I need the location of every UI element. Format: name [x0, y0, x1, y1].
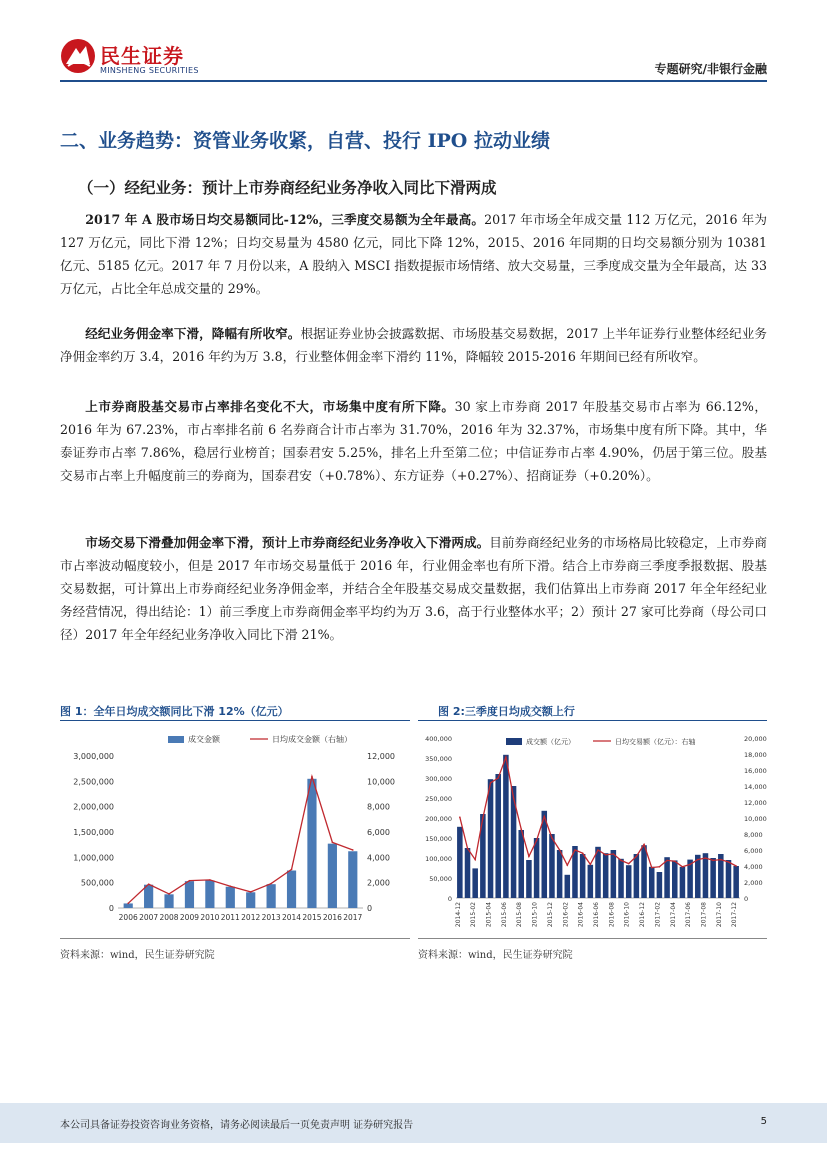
y-right-tick-label: 18,000 — [744, 751, 767, 759]
line-point-2015-01 — [467, 848, 469, 850]
line-point-2015-06 — [505, 756, 507, 758]
line-point-2015-03 — [482, 817, 484, 819]
x-tick-label: 2016-04 — [577, 902, 585, 928]
bar-2015-10 — [534, 838, 540, 898]
figure-2-title: 图 2:三季度日均成交额上行 — [438, 705, 575, 718]
y-right-tick-label: 2,000 — [744, 879, 763, 887]
y-left-tick-label: 1,000,000 — [73, 853, 114, 863]
line-point-2016-08 — [613, 853, 615, 855]
paragraph-1-lead: 2017 年 A 股市场日均交易额同比-12%，三季度交易额为全年最高。 — [85, 212, 485, 227]
figure-1-top-rule — [60, 720, 410, 721]
legend-bar-label: 成交金额 — [188, 735, 220, 744]
legend-line-label: 日均交易额（亿元）：右轴 — [615, 738, 696, 746]
bar-2017-04 — [672, 860, 678, 898]
bar-2016 — [328, 844, 337, 908]
line-point-2017-09 — [712, 860, 714, 862]
x-tick-label: 2008 — [159, 913, 179, 922]
line-point-2016 — [332, 842, 334, 844]
line-point-2015 — [311, 776, 313, 778]
bar-2007 — [144, 885, 153, 908]
bar-2017-09 — [710, 858, 716, 898]
bar-2017 — [348, 851, 357, 908]
bar-2017-11 — [726, 860, 732, 898]
x-tick-label: 2017-02 — [654, 902, 662, 928]
line-point-2012 — [250, 891, 252, 893]
y-left-tick-label: 0 — [447, 895, 452, 903]
line-point-2017-11 — [728, 861, 730, 863]
x-tick-label: 2007 — [139, 913, 159, 922]
line-point-2015-11 — [543, 816, 545, 818]
x-tick-label: 2015-02 — [470, 902, 478, 928]
legend-bar-swatch — [168, 736, 184, 743]
line-point-2017-02 — [659, 866, 661, 868]
x-tick-label: 2015-10 — [531, 902, 539, 928]
y-left-tick-label: 3,000,000 — [73, 752, 114, 761]
line-point-2016-10 — [628, 863, 630, 865]
y-right-tick-label: 12,000 — [744, 799, 767, 807]
bar-2015-07 — [511, 786, 517, 898]
x-tick-label: 2017-12 — [731, 902, 739, 928]
x-tick-label: 2016 — [322, 913, 342, 922]
figure-2-bottom-rule — [418, 938, 767, 939]
y-right-tick-label: 12,000 — [367, 752, 395, 761]
bar-2011 — [226, 887, 235, 908]
figure-1-title: 图 1：全年日均成交额同比下滑 12%（亿元） — [60, 705, 289, 718]
line-point-2017-06 — [689, 864, 691, 866]
bar-2017-05 — [680, 867, 686, 898]
legend-bar-label: 成交额（亿元） — [526, 738, 575, 746]
bar-2016-08 — [611, 850, 617, 898]
line-point-2016-11 — [636, 856, 638, 858]
x-tick-label: 2017-06 — [685, 902, 693, 928]
logo-english-text: MINSHENG SECURITIES — [100, 66, 199, 75]
figure-2-top-rule — [418, 720, 767, 721]
bar-2015-06 — [503, 755, 509, 898]
bar-2016-12 — [641, 845, 647, 898]
bar-2016-05 — [588, 865, 594, 898]
bar-2006 — [124, 903, 133, 908]
figure-1-source: 资料来源：wind，民生证券研究院 — [60, 950, 215, 961]
line-point-2017-01 — [651, 867, 653, 869]
y-left-tick-label: 0 — [108, 904, 114, 913]
y-left-tick-label: 1,500,000 — [73, 828, 114, 837]
bar-2015-12 — [549, 834, 555, 898]
bar-2014-12 — [457, 827, 463, 898]
x-tick-label: 2014 — [281, 913, 302, 922]
line-point-2015-02 — [474, 859, 476, 861]
line-point-2008 — [168, 893, 170, 895]
y-left-tick-label: 350,000 — [425, 755, 452, 763]
line-point-2010 — [209, 879, 211, 881]
y-left-tick-label: 100,000 — [425, 855, 452, 863]
line-point-2017-07 — [697, 859, 699, 861]
y-left-tick-label: 150,000 — [425, 835, 452, 843]
x-tick-label: 2009 — [179, 913, 200, 922]
header-divider — [60, 80, 767, 82]
bar-2017-01 — [649, 867, 655, 898]
bar-2016-11 — [634, 854, 640, 898]
x-tick-label: 2015-12 — [546, 902, 554, 928]
y-right-tick-label: 14,000 — [744, 783, 767, 791]
x-tick-label: 2016-06 — [593, 902, 600, 928]
footer-disclaimer: 本公司具备证券投资咨询业务资格，请务必阅读最后一页免责声明 证券研究报告 — [60, 1120, 414, 1131]
figure-2-chart — [418, 724, 767, 934]
figure-1-bottom-rule — [60, 938, 410, 939]
paragraph-4 — [60, 531, 767, 646]
bar-2015 — [307, 779, 316, 908]
x-tick-label: 2015 — [302, 913, 322, 922]
bar-2015-08 — [518, 830, 524, 898]
bar-2017-12 — [733, 866, 739, 898]
x-tick-label: 2017 — [343, 913, 363, 922]
y-left-tick-label: 500,000 — [80, 878, 114, 888]
section-title: 二、业务趋势：资管业务收紧，自营、投行 IPO 拉动业绩 — [60, 130, 550, 152]
line-point-2014-12 — [459, 816, 461, 818]
legend-line-label: 日均成交金额（右轴） — [272, 735, 352, 744]
bar-2016-02 — [565, 875, 571, 898]
line-point-2017-05 — [682, 866, 684, 868]
paragraph-3-lead: 上市券商股基交易市占率排名变化不大，市场集中度有所下降。 — [85, 399, 455, 414]
line-point-2016-04 — [582, 852, 584, 854]
paragraph-2-body: 根据证券业协会披露数据、市场股基交易数据，2017 上半年证券行业整体经纪业务净佣金率约万 3.4，2016 年约为万 3.8，行业整体佣金率下滑约 11%，降幅较 2015-2016 年期间已经有所收窄。 — [60, 326, 767, 364]
paragraph-1 — [60, 208, 767, 300]
y-left-tick-label: 400,000 — [425, 735, 452, 743]
logo-text: 民生证券 — [100, 44, 184, 68]
x-tick-label: 2013 — [261, 913, 281, 922]
bar-2010 — [205, 880, 214, 908]
y-right-tick-label: 6,000 — [744, 847, 763, 855]
y-left-tick-label: 50,000 — [429, 875, 452, 883]
paragraph-2 — [60, 322, 767, 368]
line-point-2014 — [291, 869, 293, 871]
x-tick-label: 2011 — [220, 913, 240, 922]
bar-2009 — [185, 881, 194, 908]
y-right-tick-label: 4,000 — [367, 853, 390, 863]
paragraph-1-body: 2017 年市场全年成交量 112 万亿元，2016 年为 127 万亿元，同比下滑 12%；日均交易量为 4580 亿元，同比下降 12%，2015、2016 年同期的日均交易额分别为 10381 亿元、5185 亿元。2017 年 7 月份以来，A 股纳入 MSCI 指数提振市场情绪、放大交易量，三季度成交量为全年最高，达 33 万亿元，占比全年总成交量的 29%。 — [60, 212, 767, 296]
bar-2016-01 — [557, 850, 563, 898]
y-right-tick-label: 20,000 — [744, 735, 767, 743]
line-point-2015-04 — [490, 782, 492, 784]
y-right-tick-label: 2,000 — [367, 878, 390, 888]
y-right-tick-label: 0 — [367, 904, 373, 913]
line-point-2016-06 — [597, 849, 599, 851]
line-point-2015-08 — [520, 828, 522, 830]
y-left-tick-label: 2,500,000 — [73, 777, 114, 787]
paragraph-4-body: 目前券商经纪业务的市场格局比较稳定，上市券商市占率波动幅度较小，但是 2017 年市场交易量低于 2016 年，行业佣金率也有所下滑。结合上市券商三季度季报数据、股基交易数据，可计算出上市券商经纪业务净佣金率，并结合全年股基交易成交量数据，我们估算出上市券商 2017 年全年经纪业务经营情况，得出结论：1）前三季度上市券商佣金率平均约为万 3.6，高于行业整体水平；2）预计 27 家可比券商（母公司口径）2017 年全年经纪业务净收入同比下滑 21%。 — [60, 535, 768, 642]
line-point-2017-08 — [705, 857, 707, 859]
bar-2016-09 — [618, 859, 624, 898]
bar-2015-02 — [472, 868, 478, 898]
x-tick-label: 2017-10 — [715, 902, 723, 928]
paragraph-4-lead: 市场交易下滑叠加佣金率下滑，预计上市券商经纪业务净收入下滑两成。 — [85, 535, 490, 550]
report-type: 专题研究/非银行金融 — [654, 62, 767, 76]
legend-bar-swatch — [506, 738, 522, 745]
y-left-tick-label: 300,000 — [425, 775, 452, 783]
bar-2016-04 — [580, 854, 586, 898]
y-left-tick-label: 2,000,000 — [73, 802, 114, 812]
y-right-tick-label: 8,000 — [367, 802, 390, 812]
x-tick-label: 2015-04 — [485, 902, 493, 928]
bar-2017-08 — [703, 853, 709, 898]
line-point-2015-12 — [551, 837, 553, 839]
bar-2016-07 — [603, 853, 609, 898]
logo-icon — [60, 38, 96, 74]
x-tick-label: 2016-08 — [608, 902, 616, 928]
line-point-2016-05 — [590, 864, 592, 866]
x-tick-label: 2006 — [118, 913, 138, 922]
paragraph-3-body: 30 家上市券商 2017 年股基交易市占率为 66.12%，2016 年为 67.23%，市占率排名前 6 名券商合计市占率为 31.70%，2016 年为 32.37%，市场集中度有所下降。其中，华泰证券市占率 7.86%，稳居行业榜首；国泰君安 5.25%，排名上升至第二位；中信证券市占率 4.90%，仍居于第三位。股基交易市占率上升幅度前三的券商为，国泰君安（+0.78%）、东方证券（+0.27%）、招商证券（+0.20%）。 — [60, 399, 768, 483]
figure-2-source: 资料来源：wind，民生证券研究院 — [418, 950, 573, 961]
bar-2015-04 — [488, 779, 494, 898]
bar-2014 — [287, 871, 296, 908]
line-point-2017-03 — [666, 860, 668, 862]
line-series-path — [460, 757, 736, 867]
x-tick-label: 2016-02 — [562, 902, 570, 928]
line-point-2013 — [270, 883, 272, 885]
line-point-2017-04 — [674, 860, 676, 862]
y-right-tick-label: 6,000 — [367, 828, 390, 837]
bar-2015-01 — [465, 848, 471, 898]
bar-2008 — [164, 894, 173, 908]
y-right-tick-label: 16,000 — [744, 767, 767, 775]
x-tick-label: 2014-12 — [454, 902, 462, 928]
y-right-tick-label: 0 — [744, 895, 749, 903]
line-point-2016-03 — [574, 849, 576, 851]
line-point-2015-10 — [536, 840, 538, 842]
bar-2016-10 — [626, 865, 632, 898]
bar-2017-02 — [657, 872, 663, 898]
line-point-2016-01 — [559, 849, 561, 851]
bar-2017-03 — [664, 857, 670, 898]
line-point-2017-12 — [735, 865, 737, 867]
line-point-2015-05 — [497, 777, 499, 779]
page-number: 5 — [760, 1116, 767, 1127]
subsection-title: （一）经纪业务：预计上市券商经纪业务净收入同比下滑两成 — [78, 178, 497, 197]
bar-2013 — [267, 884, 276, 908]
x-tick-label: 2015-06 — [500, 902, 508, 928]
line-point-2009 — [189, 880, 191, 882]
x-tick-label: 2017-04 — [669, 902, 677, 928]
line-point-2017-10 — [720, 859, 722, 861]
line-point-2016-12 — [643, 844, 645, 846]
x-tick-label: 2015-08 — [516, 902, 524, 928]
line-point-2015-09 — [528, 856, 530, 858]
paragraph-2-lead: 经纪业务佣金率下滑，降幅有所收窄。 — [85, 326, 301, 341]
bar-2012 — [246, 892, 255, 908]
paragraph-3 — [60, 395, 767, 487]
line-point-2017 — [352, 849, 354, 851]
line-point-2016-02 — [566, 864, 568, 866]
y-right-tick-label: 10,000 — [744, 815, 767, 823]
y-right-tick-label: 10,000 — [367, 777, 395, 787]
line-series-path — [128, 777, 353, 904]
bar-2015-05 — [495, 774, 501, 898]
figure-1-chart — [60, 724, 410, 934]
y-left-tick-label: 250,000 — [425, 795, 452, 803]
x-tick-label: 2010 — [200, 913, 220, 922]
line-point-2007 — [148, 883, 150, 885]
line-point-2011 — [229, 885, 231, 887]
y-right-tick-label: 8,000 — [744, 831, 763, 839]
line-point-2006 — [127, 903, 129, 905]
line-point-2016-07 — [605, 854, 607, 856]
y-left-tick-label: 200,000 — [425, 815, 452, 823]
x-tick-label: 2016-12 — [639, 902, 647, 928]
x-tick-label: 2016-10 — [623, 902, 631, 928]
x-tick-label: 2017-08 — [700, 902, 708, 928]
line-point-2016-09 — [620, 860, 622, 862]
line-point-2015-07 — [513, 797, 515, 799]
x-tick-label: 2012 — [241, 913, 261, 922]
y-right-tick-label: 4,000 — [744, 863, 763, 871]
bar-2015-09 — [526, 860, 532, 898]
